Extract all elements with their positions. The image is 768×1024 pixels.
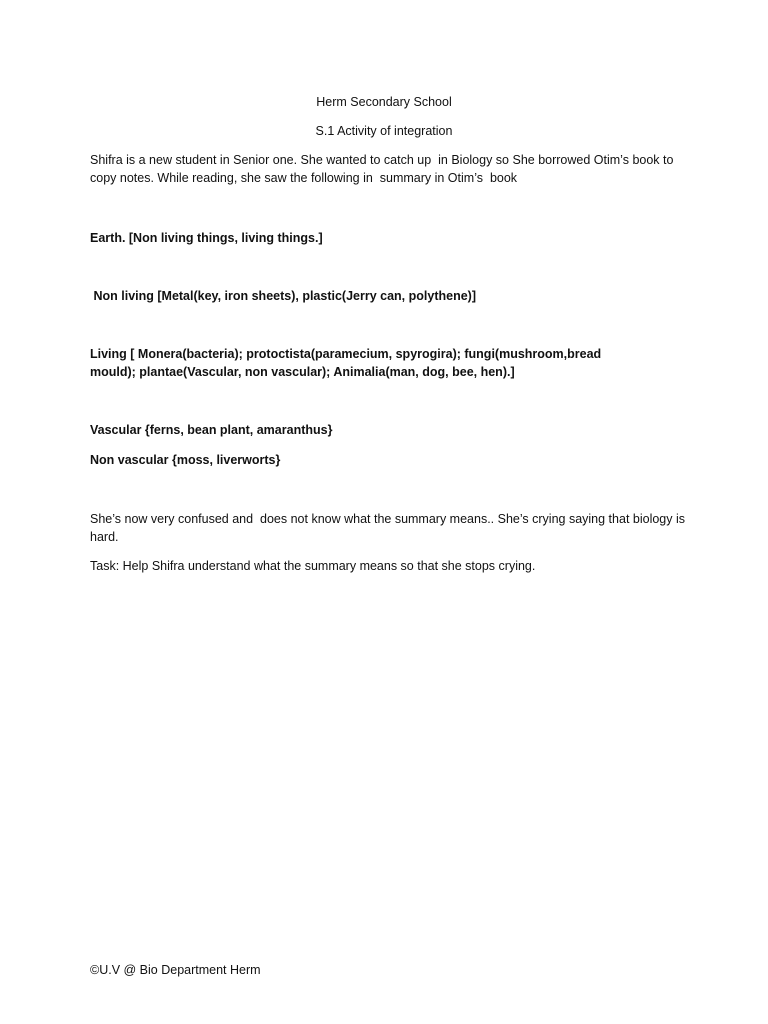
activity-title: S.1 Activity of integration xyxy=(315,124,453,138)
summary-non-living: Non living [Metal(key, iron sheets), plastic(Jerry can, polythene)] xyxy=(90,289,476,303)
summary-earth: Earth. [Non living things, living things.] xyxy=(90,231,323,245)
footer-copyright: ©U.V @ Bio Department Herm xyxy=(90,963,261,977)
school-name: Herm Secondary School xyxy=(316,95,452,109)
intro-paragraph: Shifra is a new student in Senior one. She wanted to catch up in Biology so She borrowed Otim’s book to copy notes. While reading, she saw the following in summary in Otim’s book xyxy=(90,153,677,185)
summary-non-vascular: Non vascular {moss, liverworts} xyxy=(90,453,281,467)
summary-living: Living [ Monera(bacteria); protoctista(paramecium, spyrogira); fungi(mushroom,bread mould); plantae(Vascular, non vascular); Animalia(man, dog, bee, hen).] xyxy=(90,347,605,379)
summary-vascular: Vascular {ferns, bean plant, amaranthus} xyxy=(90,423,333,437)
situation-paragraph: She’s now very confused and does not know what the summary means.. She’s crying saying that biology is hard. xyxy=(90,512,689,544)
task-paragraph: Task: Help Shifra understand what the summary means so that she stops crying. xyxy=(90,559,536,573)
